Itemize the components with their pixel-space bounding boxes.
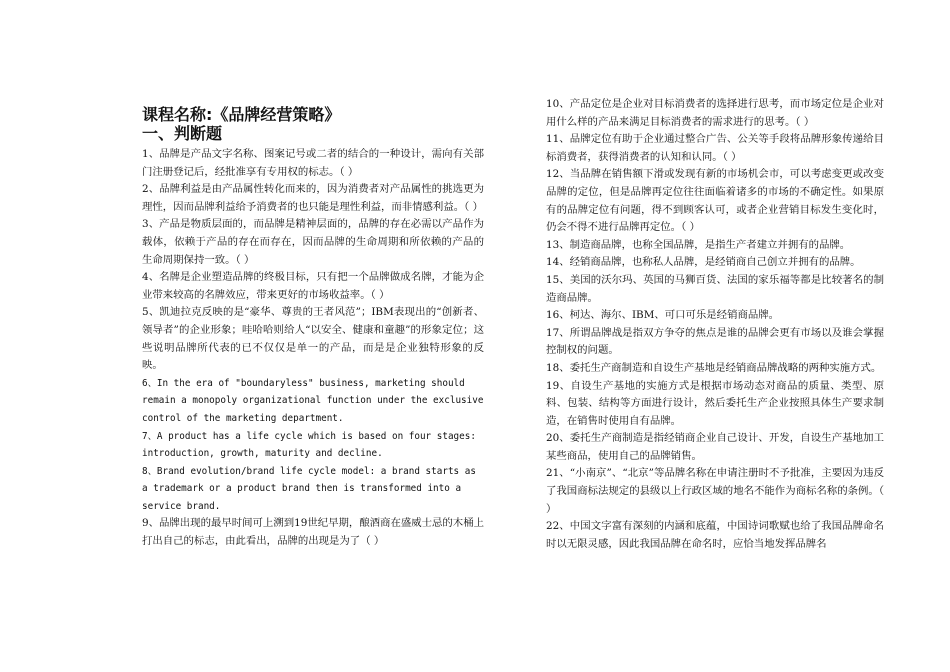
question-item-3: 3、产品是物质层面的，而品牌是精神层面的，品牌的存在必需以产品作为载体，依赖于产品的存在而存在，因而品牌的生命周期和所依赖的产品的生命周期保持一致。（ ） xyxy=(142,218,484,266)
question-item-18: 18、委托生产商制造和自设生产基地是经销商品牌战略的两种实施方式。 xyxy=(546,361,882,374)
question-item-21: 21、“小南京”、“北京”等品牌名称在申请注册时不予批准，主要因为违反了我国商标法规定的县级以上行政区域的地名不能作为商标名称的条例。（ ） xyxy=(546,467,884,515)
question-item-17: 17、所谓品牌战是指双方争夺的焦点是谁的品牌会更有市场以及谁会掌握控制权的问题。 xyxy=(546,326,884,357)
question-item-10: 10、产品定位是企业对目标消费者的选择进行思考，而市场定位是企业对用什么样的产品来满足目标消费者的需求进行的思考。（ ） xyxy=(546,98,884,128)
question-item-15: 15、美国的沃尔玛、英国的马狮百货、法国的家乐福等都是比较著名的制造商品牌。 xyxy=(546,273,884,304)
question-item-5: 5、凯迪拉克反映的是“豪华、尊贵的王者风范”；IBM表现出的“创新者、领导者”的企业形象；哇哈哈则给人“以安全、健康和童趣”的形象定位；这些说明品牌所代表的已不仅仅是单一的产品，而是是企业独特形象的反映。 xyxy=(142,306,484,372)
question-item-11: 11、品牌定位有助于企业通过整合广告、公关等手段将品牌形象传递给目标消费者，获得消费者的认知和认同。（ ） xyxy=(546,133,884,163)
question-item-1: 1、品牌是产品文字名称、图案记号或二者的结合的一种设计，需向有关部门注册登记后，经批准享有专用权的标志。（ ） xyxy=(142,148,484,178)
right-item-list xyxy=(546,96,884,553)
question-item-12: 12、当品牌在销售额下滑或发现有新的市场机会市，可以考虑变更或改变品牌的定位，但是品牌再定位往往面临着诸多的市场的不确定性。如果原有的品牌定位有问题，得不到顾客认可，或者企业营销目标发生变化时，仍会不得不进行品牌再定位。（ ） xyxy=(546,168,884,234)
question-item-7: 7、A product has a life cycle which is based on four stages: introduction, growth, maturity and decline. xyxy=(142,430,476,460)
question-item-13: 13、制造商品牌，也称全国品牌，是指生产者建立并拥有的品牌。 xyxy=(546,238,851,251)
question-item-6: 6、In the era of "boundaryless" business, marketing should remain a monopoly organizational function under the exclusive control of the marketing department. xyxy=(142,377,484,424)
question-item-14: 14、经销商品牌，也称私人品牌，是经销商自己创立并拥有的品牌。 xyxy=(546,256,861,269)
section-heading: 一、判断题 xyxy=(142,124,223,143)
left-item-list xyxy=(142,146,484,551)
question-item-2: 2、品牌利益是由产品属性转化而来的，因为消费者对产品属性的挑选更为理性，因而品牌利益给予消费者的也只能是理性利益，而非情感利益。（ ） xyxy=(142,183,484,213)
question-item-16: 16、柯达、海尔、IBM、可口可乐是经销商品牌。 xyxy=(546,309,780,322)
course-title: 课程名称:《品牌经营策略》 xyxy=(142,105,341,124)
question-item-22: 22、中国文字富有深刻的内涵和底蕴，中国诗词歌赋也给了我国品牌命名时以无限灵感，因此我国品牌在命名时，应恰当地发挥品牌名 xyxy=(546,520,884,550)
question-item-8: 8、Brand evolution/brand life cycle model: a brand starts as a trademark or a product brand then is transformed into a service brand. xyxy=(142,465,476,512)
question-item-9: 9、品牌出现的最早时间可上溯到19世纪早期，酿酒商在盛威士忌的木桶上打出自己的标志，由此看出，品牌的出现是为了（ ） xyxy=(142,517,484,548)
question-item-19: 19、自设生产基地的实施方式是根据市场动态对商品的质量、类型、原料、包装、结构等方面进行设计，然后委托生产企业按照具体生产要求制造，在销售时使用自有品牌。 xyxy=(546,379,884,427)
question-item-20: 20、委托生产商制造是指经销商企业自己设计、开发，自设生产基地加工某些商品，使用自己的品牌销售。 xyxy=(546,432,884,462)
question-item-4: 4、名牌是企业塑造品牌的终极目标，只有把一个品牌做成名牌，才能为企业带来较高的名牌效应，带来更好的市场收益率。（ ） xyxy=(142,271,484,301)
